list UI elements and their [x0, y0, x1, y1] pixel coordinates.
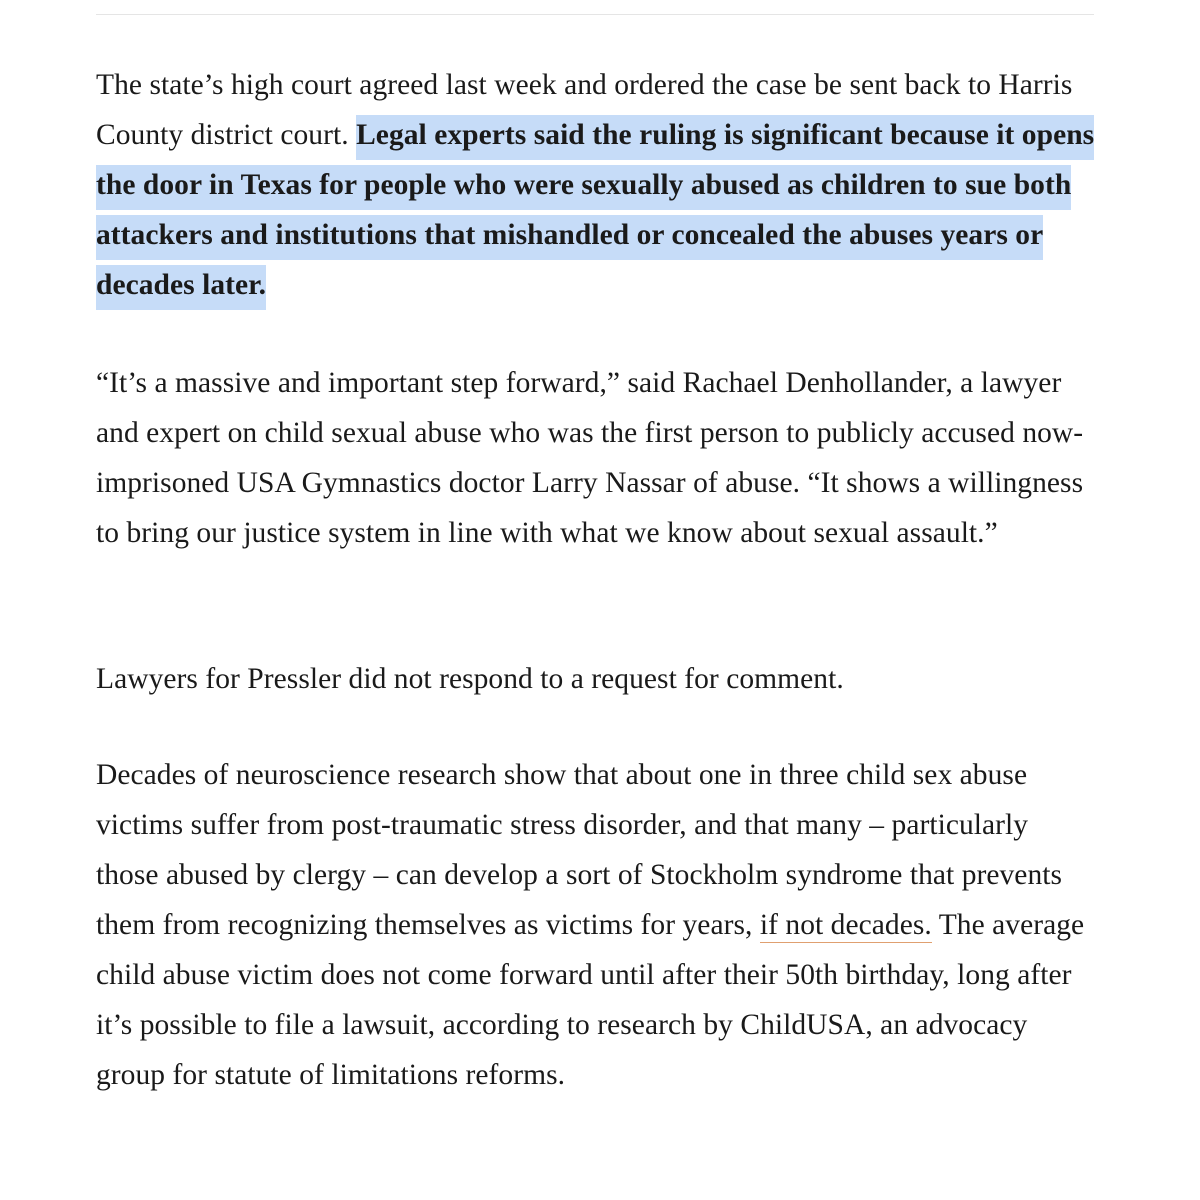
highlighted-selection[interactable]: Legal experts said the ruling is significant because it opens the door in Texas for people who were sexually abused as children to sue both attackers and institutions that mishandled or concealed the abuses years or decades later. [96, 115, 1094, 310]
paragraph-2: “It’s a massive and important step forward,” said Rachael Denhollander, a lawyer and expert on child sexual abuse who was the first person to publicly accused now-imprisoned USA Gymnastics doctor Larry Nassar of abuse. “It shows a willingness to bring our justice system in line with what we know about sexual assault.” [96, 367, 1084, 549]
if-not-decades-link[interactable]: if not decades. [759, 909, 932, 941]
paragraph-4 [96, 750, 1096, 1100]
paragraph-1-text: The state’s high court agreed last week and ordered the case be sent back to Harris County district court. [96, 69, 1073, 151]
paragraph-4-text-before: Decades of neuroscience research show that about one in three child sex abuse victims suffer from post-traumatic stress disorder, and that many – particularly those abused by clergy – can develop a sort of Stockholm syndrome that prevents them from recognizing themselves as victims for years, [96, 759, 1063, 941]
paragraph-3: Lawyers for Pressler did not respond to a request for comment. [96, 663, 844, 695]
paragraph-1 [96, 60, 1106, 310]
paragraph-4-text-after: The average child abuse victim does not come forward until after their 50th birthday, long after it’s possible to file a lawsuit, according to research by ChildUSA, an advocacy group for statute of limitations reforms. [96, 909, 1085, 1091]
top-divider [96, 14, 1094, 15]
